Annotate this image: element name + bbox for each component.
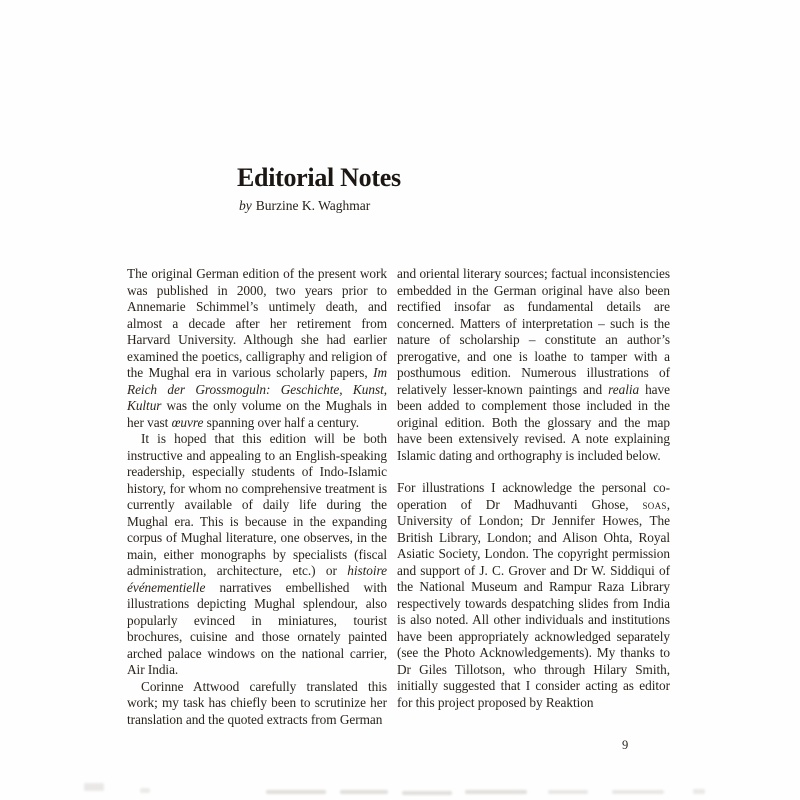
- scan-smudge: [693, 789, 705, 794]
- left-column: [127, 266, 387, 728]
- paragraph: [397, 266, 670, 464]
- scan-smudge: [140, 788, 150, 793]
- scan-smudge: [548, 790, 588, 794]
- right-column: [397, 266, 670, 711]
- text-run: and oriental literary sources; factual inconsistencies embedded in the German original have also been rectified insofar as fundamental details are concerned. Matters of interpretation – such is the nature of scholarship – constitute an author’s prerogative, and one is loathe to tamper with a posthumous edition. Numerous illustrations of relatively lesser-known paintings and: [397, 266, 670, 397]
- text-run: It is hoped that this edition will be both instructive and appealing to an English-speaking readership, especially students of Indo-Islamic history, for whom no comprehensive treatment is currently available of daily life during the Mughal era. This is because in the expanding corpus of Mughal literature, one observes, in the main, either monographs by specialists (fiscal administration, architecture, etc.) or: [127, 431, 387, 578]
- smallcaps-text: soas: [642, 496, 667, 512]
- scan-smudge: [402, 791, 452, 795]
- page-number: 9: [622, 738, 629, 752]
- byline-author: Burzine K. Waghmar: [255, 198, 371, 213]
- byline: [239, 198, 370, 214]
- byline-prefix: by: [239, 198, 252, 213]
- text-run: , University of London; Dr Jennifer Howes, The British Library, London; and Alison Ohta, Royal Asiatic Society, London. The copyright permission and support of J. C. Grover and Dr W. Siddiqui of the National Museum and Rampur Raza Library respectively towards despatching slides from India is also noted. All other individuals and institutions have been appropriately acknowledged separately (see the Photo Acknowledgements). My thanks to Dr Giles Tillotson, who through Hilary Smith, initially suggested that I consider acting as editor for this project proposed by Reaktion: [397, 496, 670, 710]
- text-run: narratives embellished with illustrations depicting Mughal splendour, also popularly evinced in miniatures, tourist brochures, cuisine and those ornately painted arched palace windows on the national carrier, Air India.: [127, 579, 387, 677]
- text-run: For illustrations I acknowledge the personal co-operation of Dr Madhuvanti Ghose,: [397, 480, 670, 512]
- text-run: Corinne Attwood carefully translated this work; my task has chiefly been to scrutinize her translation and the quoted extracts from German: [127, 678, 387, 727]
- paragraph: [397, 480, 670, 711]
- page-title: Editorial Notes: [237, 163, 401, 193]
- paragraph: [127, 266, 387, 431]
- italic-text: realia: [608, 381, 640, 397]
- scan-smudge: [266, 790, 326, 794]
- scan-smudge: [340, 790, 388, 794]
- paragraph: [127, 679, 387, 729]
- scan-smudge: [465, 790, 527, 794]
- italic-text: histoire événementielle: [127, 563, 387, 595]
- text-run: was the only volume on the Mughals in her vast: [127, 398, 387, 430]
- scan-smudge: [612, 790, 664, 794]
- text-run: have been added to complement those included in the original edition. Both the glossary and the map have been extensively revised. A note explaining Islamic dating and orthography is included below.: [397, 381, 670, 463]
- paragraph: [127, 431, 387, 679]
- text-run: spanning over half a century.: [203, 414, 360, 430]
- italic-text: Im Reich der Grossmoguln: Geschichte, Kunst, Kultur: [127, 365, 387, 413]
- text-run: The original German edition of the present work was published in 2000, two years prior to Annemarie Schimmel’s untimely death, and almost a decade after her retirement from Harvard University. Although she had earlier examined the poetics, calligraphy and religion of the Mughal era in various scholarly papers,: [127, 266, 387, 380]
- scan-smudge: [84, 783, 104, 791]
- italic-text: œuvre: [171, 414, 204, 430]
